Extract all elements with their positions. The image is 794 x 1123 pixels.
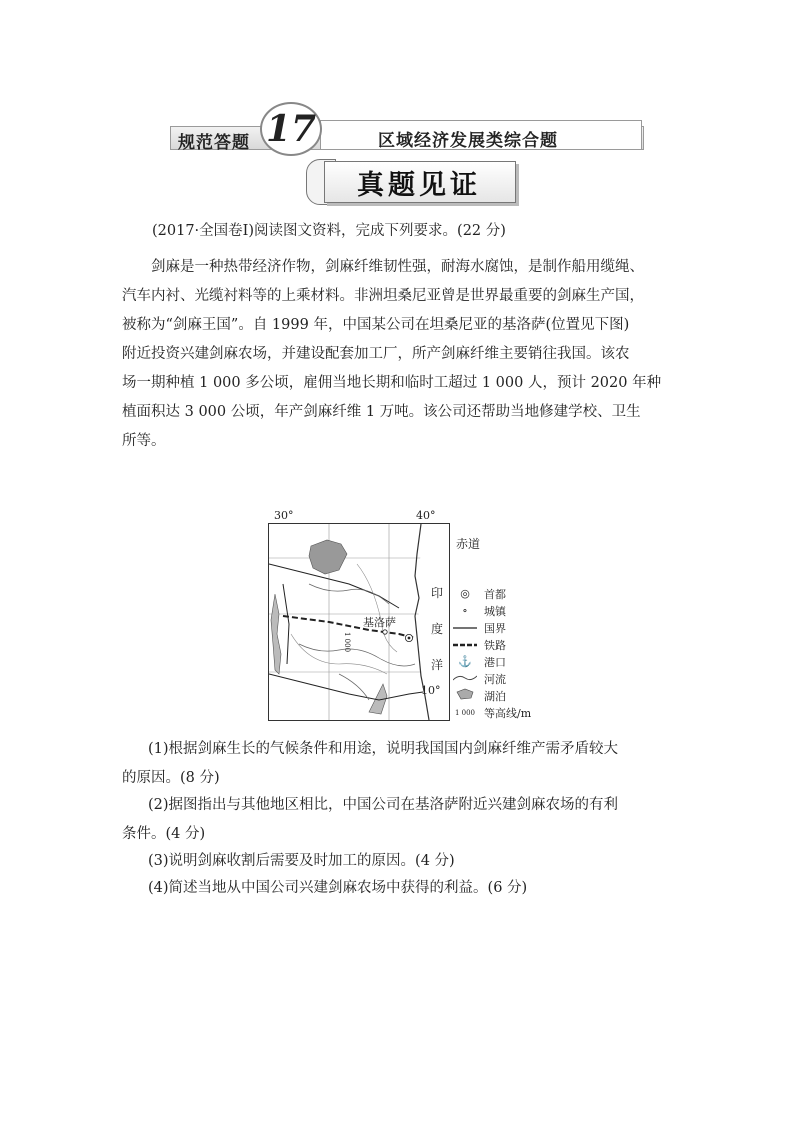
town-kilosa xyxy=(383,630,387,634)
contour-line xyxy=(357,564,397,652)
port-icon: ⚓ xyxy=(458,655,472,668)
equator-label: 赤道 xyxy=(456,537,481,551)
banner-title: 区域经济发展类综合题 xyxy=(378,131,558,151)
ocean-label-char: 度 xyxy=(431,622,444,636)
paragraph-line: 植面积达 3 000 公顷，年产剑麻纤维 1 万吨。该公司还帮助当地修建学校、卫生 xyxy=(122,404,641,420)
legend-item: 1 000 等高线/m xyxy=(452,704,531,721)
town-icon: ∘ xyxy=(462,604,468,617)
legend-item: 铁路 xyxy=(452,636,506,653)
banner-number-badge: 17 xyxy=(260,102,322,156)
header-banner xyxy=(170,100,644,154)
river xyxy=(339,674,369,700)
map-frame xyxy=(268,523,450,721)
lake-icon xyxy=(452,688,478,703)
lake-tanganyika xyxy=(271,594,281,674)
section-tag-text: 真题见证 xyxy=(357,170,481,201)
legend-item: ⚓ 港口 xyxy=(452,653,506,670)
paragraph-line: 被称为“剑麻王国”。自 1999 年，中国某公司在坦桑尼亚的基洛萨(位置见下图) xyxy=(122,317,630,333)
lake-victoria xyxy=(309,540,347,574)
map-figure xyxy=(256,505,568,727)
question-3: (3)说明剑麻收割后需要及时加工的原因。(4 分) xyxy=(148,853,455,869)
river xyxy=(299,644,415,666)
capital-icon: ◎ xyxy=(460,587,470,600)
question-2: (2)据图指出与其他地区相比，中国公司在基洛萨附近兴建剑麻农场的有利 条件。(4 分) xyxy=(122,797,619,842)
railway-icon xyxy=(452,638,478,651)
legend-item: ∘ 城镇 xyxy=(452,602,506,619)
river-icon xyxy=(452,672,478,685)
ocean-label-char: 洋 xyxy=(431,658,444,672)
question-4: (4)简述当地从中国公司兴建剑麻农场中获得的利益。(6 分) xyxy=(148,880,528,896)
section-tag xyxy=(306,157,518,207)
contour-value-label: 1 000 xyxy=(343,632,351,653)
problem-paragraph xyxy=(122,253,688,456)
border-icon xyxy=(452,621,478,634)
river xyxy=(309,584,389,604)
lon-label-30: 30° xyxy=(274,509,294,522)
legend-item: 河流 xyxy=(452,670,506,687)
paragraph-line: 剑麻是一种热带经济作物，剑麻纤维韧性强，耐海水腐蚀，是制作船用缆绳、 xyxy=(151,259,644,275)
problem-intro: (2017·全国卷Ⅰ)阅读图文资料，完成下列要求。(22 分) xyxy=(152,223,506,239)
paragraph-line: 所等。 xyxy=(122,433,166,449)
legend-item: 国界 xyxy=(452,619,506,636)
contour-line xyxy=(291,634,387,674)
capital-marker-dot xyxy=(408,637,411,640)
city-label-kilosa: 基洛萨 xyxy=(363,616,396,629)
contour-icon: 1 000 xyxy=(454,708,476,717)
legend-item: 湖泊 xyxy=(452,687,506,704)
banner-left-label: 规范答题 xyxy=(178,133,250,153)
border-line xyxy=(283,584,289,664)
paragraph-line: 场一期种植 1 000 多公顷，雇佣当地长期和临时工超过 1 000 人，预计 2020 年种 xyxy=(122,375,662,391)
question-1: (1)根据剑麻生长的气候条件和用途，说明我国国内剑麻纤维产需矛盾较大 的原因。(8 分) xyxy=(122,741,619,786)
ocean-label-char: 印 xyxy=(431,586,444,600)
lat-label-10: 10° xyxy=(421,684,441,697)
paragraph-line: 汽车内衬、光缆衬料等的上乘材料。非洲坦桑尼亚曾是世界最重要的剑麻生产国， xyxy=(122,288,644,304)
paragraph-line: 附近投资兴建剑麻农场，并建设配套加工厂，所产剑麻纤维主要销往我国。该农 xyxy=(122,346,630,362)
legend-item: ◎ 首都 xyxy=(452,585,506,602)
lon-label-40: 40° xyxy=(416,509,436,522)
